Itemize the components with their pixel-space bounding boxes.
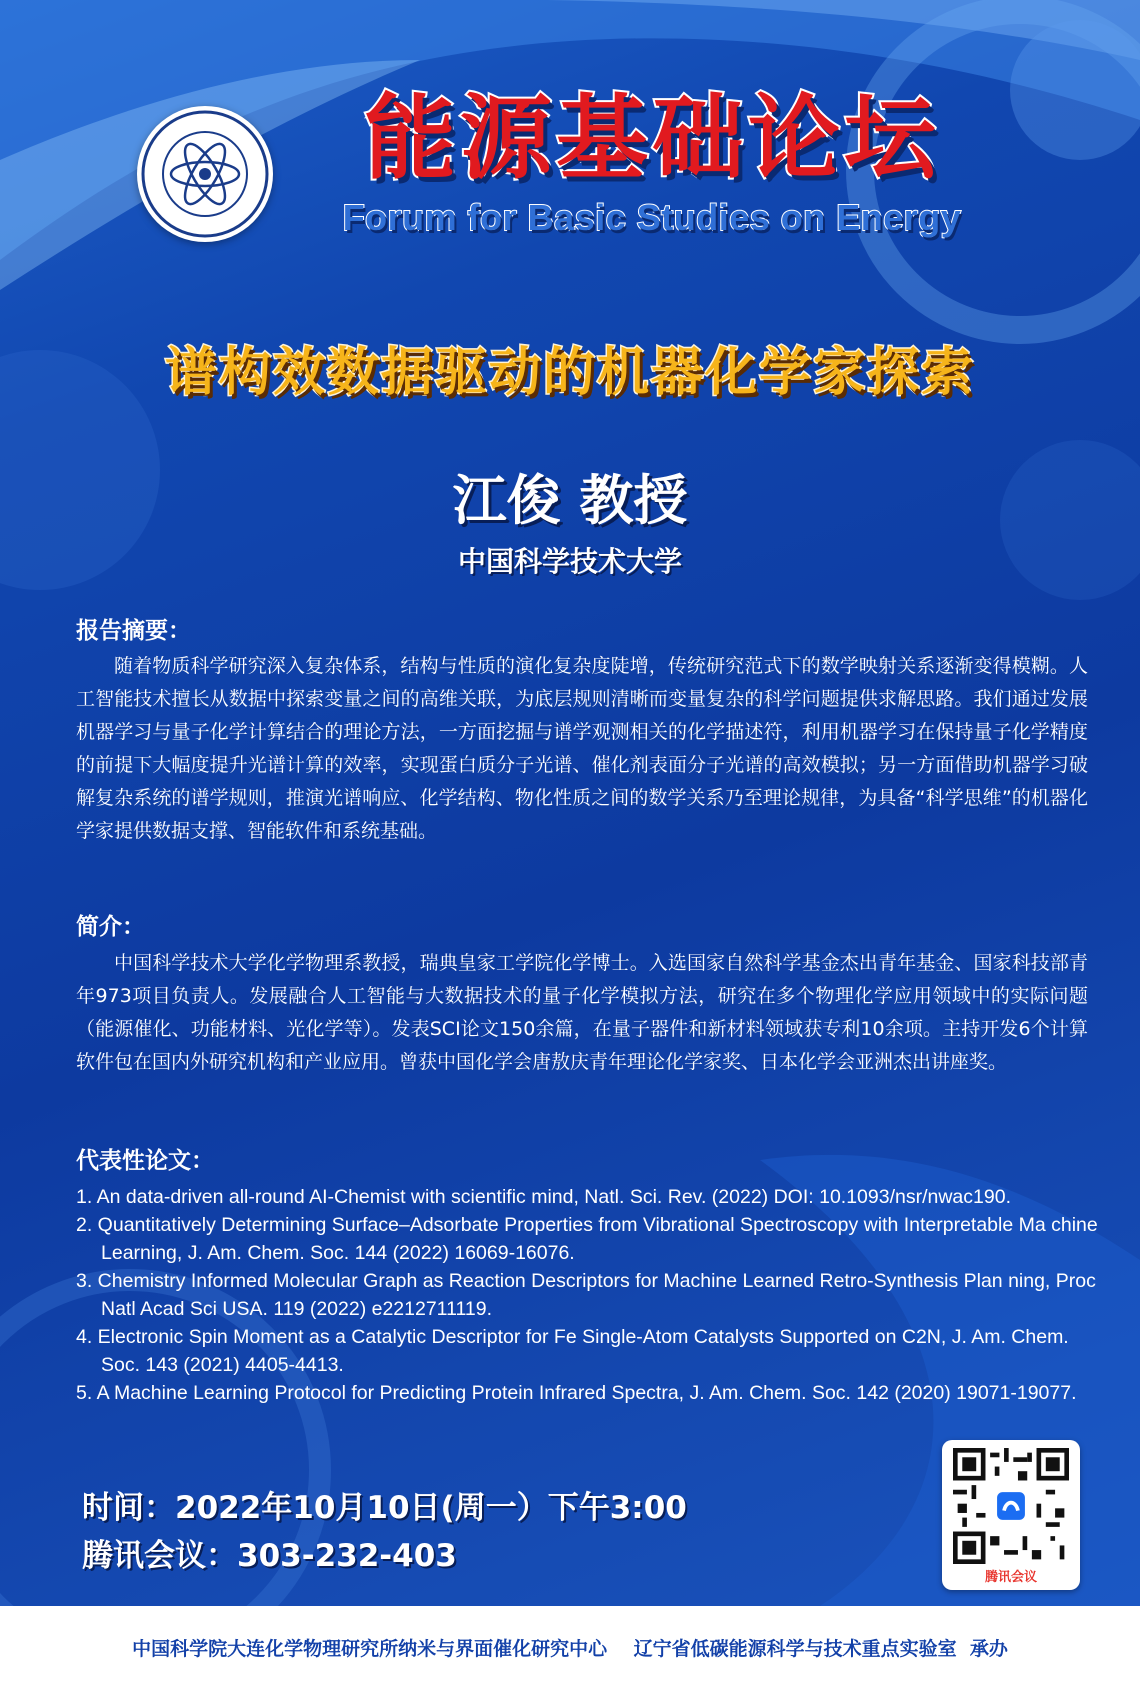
- paper-item: 5. A Machine Learning Protocol for Predicting Protein Infrared Spectra, J. Am. Chem. Soc. 142 (2020) 19071-19077.: [76, 1382, 1077, 1404]
- qr-code-card[interactable]: [942, 1440, 1080, 1590]
- bio-heading: 简介：: [76, 914, 145, 940]
- forum-title-en: Forum for Basic Studies on Energy: [342, 197, 962, 238]
- footer: [0, 1606, 1140, 1690]
- forum-title-cn: 能源基础论坛: [363, 85, 940, 192]
- paper-item: 3. Chemistry Informed Molecular Graph as Reaction Descriptors for Machine Learned Retro-Synthesis Plan ning, Proc Natl Acad Sci USA. 119 (2022) e2212711119.: [76, 1270, 1096, 1320]
- qr-code-icon[interactable]: [951, 1448, 1071, 1564]
- organizer-text: 中国科学院大连化学物理研究所纳米与界面催化研究中心 辽宁省低碳能源科学与技术重点实验室 承办: [132, 1638, 1008, 1660]
- meeting-id: 腾讯会议：303-232-403: [82, 1538, 457, 1574]
- qr-code-label: 腾讯会议: [984, 1570, 1037, 1585]
- speaker-name: 江俊 教授: [452, 469, 688, 532]
- papers-heading: 代表性论文：: [76, 1148, 214, 1174]
- papers-list: [76, 1183, 1106, 1407]
- abstract-heading: 报告摘要：: [76, 618, 191, 644]
- paper-item: 2. Quantitatively Determining Surface–Adsorbate Properties from Vibrational Spectroscopy with Interpretable Ma chine Learning, J. Am. Chem. Soc. 144 (2022) 16069-16076.: [76, 1214, 1098, 1264]
- event-time: 时间：2022年10月10日(周一）下午3:00: [82, 1490, 687, 1526]
- abstract-text: 随着物质科学研究深入复杂体系，结构与性质的演化复杂度陡增，传统研究范式下的数学映射关系逐渐变得模糊。人工智能技术擅长从数据中探索变量之间的高维关联，为底层规则清晰而变量复杂的科学问题提供求解思路。我们通过发展机器学习与量子化学计算结合的理论方法，一方面挖掘与谱学观测相关的化学描述符，利用机器学习在保持量子化学精度的前提下大幅度提升光谱计算的效率，实现蛋白质分子光谱、催化剂表面分子光谱的高效模拟；另一方面借助机器学习破解复杂系统的谱学规则，推演光谱响应、化学结构、物化性质之间的数学关系乃至理论规律，为具备“科学思维”的机器化学家提供数据支撑、智能软件和系统基础。: [76, 655, 1088, 842]
- institute-emblem-icon: [137, 106, 273, 242]
- talk-title: 谱构效数据驱动的机器化学家探索: [164, 343, 975, 403]
- paper-item: 4. Electronic Spin Moment as a Catalytic Descriptor for Fe Single-Atom Catalysts Supported on C2N, J. Am. Chem. Soc. 143 (2021) 4405-4413.: [76, 1326, 1069, 1376]
- bio-text: 中国科学技术大学化学物理系教授，瑞典皇家工学院化学博士。入选国家自然科学基金杰出青年基金、国家科技部青年973项目负责人。发展融合人工智能与大数据技术的量子化学模拟方法，研究在多个物理化学应用领域中的实际问题（能源催化、功能材料、光化学等）。发表SCI论文150余篇，在量子器件和新材料领域获专利10余项。主持开发6个计算软件包在国内外研究机构和产业应用。曾获中国化学会唐敖庆青年理论化学家奖、日本化学会亚洲杰出讲座奖。: [76, 952, 1088, 1073]
- paper-item: 1. An data-driven all-round AI-Chemist with scientific mind, Natl. Sci. Rev. (2022) DOI: 10.1093/nsr/nwac190.: [76, 1186, 1011, 1208]
- speaker-affiliation: 中国科学技术大学: [457, 545, 682, 578]
- institute-logo: [137, 106, 273, 242]
